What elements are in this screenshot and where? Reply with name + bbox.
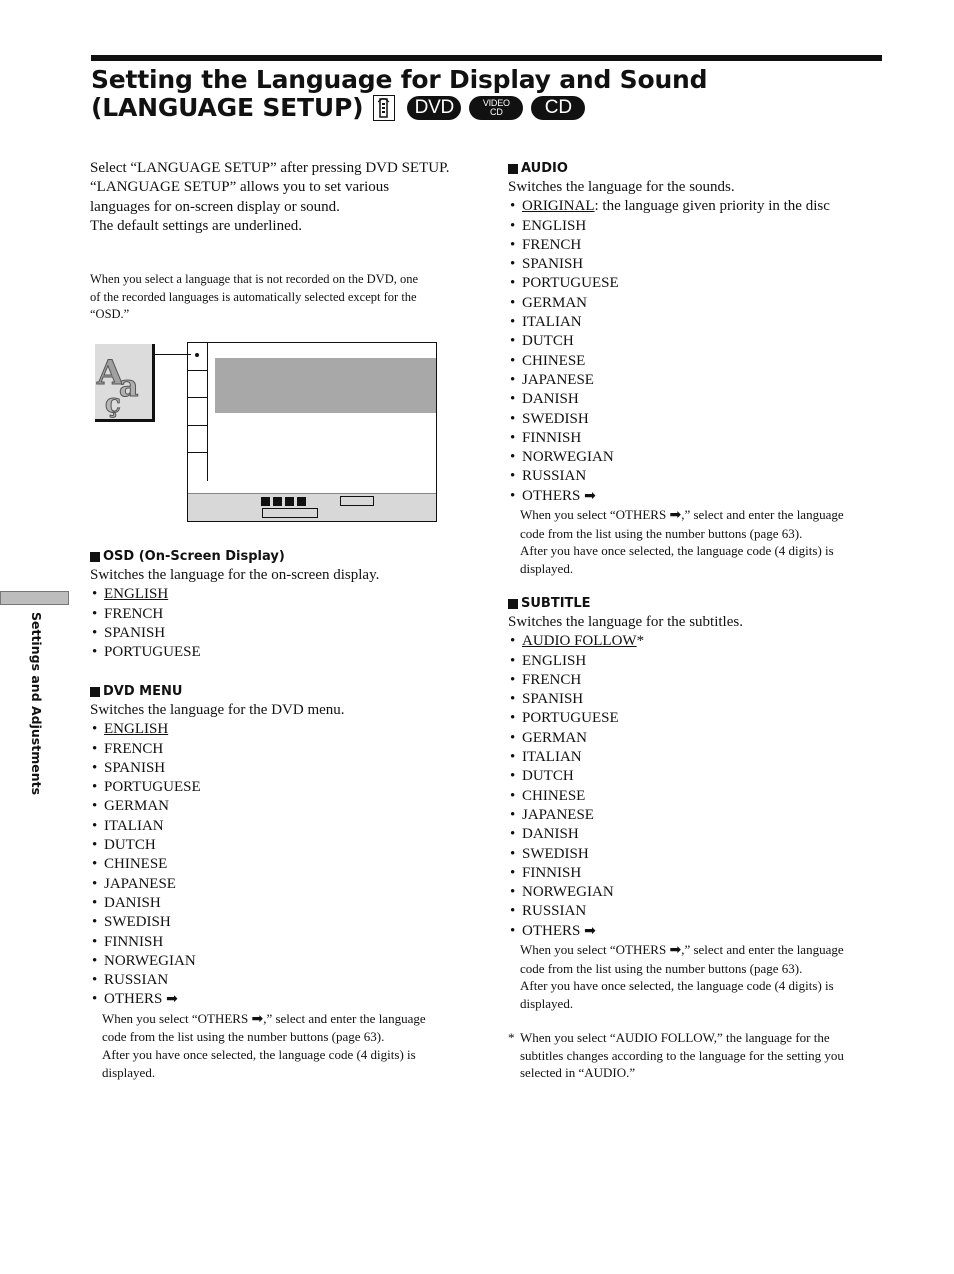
language-setup-icon	[95, 344, 155, 422]
section-description: Switches the language for the subtitles.	[508, 614, 743, 630]
list-item: • PORTUGUESE	[90, 643, 470, 662]
right-arrow-icon: ➡	[584, 487, 596, 504]
setup-tab	[188, 371, 207, 399]
list-item: • ENGLISH	[508, 652, 888, 671]
title-line-1: Setting the Language for Display and Sound	[91, 65, 708, 94]
list-item: • SWEDISH	[508, 410, 888, 429]
list-item: • RUSSIAN	[508, 467, 888, 486]
left-arrow-icon	[261, 497, 270, 506]
list-item: • RUSSIAN	[90, 971, 470, 990]
setup-tabs	[188, 343, 208, 481]
svg-text:ç: ç	[105, 389, 121, 419]
list-item: • SPANISH	[90, 759, 470, 778]
list-item: • JAPANESE	[508, 806, 888, 825]
list-item: • GERMAN	[508, 729, 888, 748]
list-item: • OTHERS ➡	[90, 990, 470, 1009]
remote-icon	[373, 95, 395, 121]
list-item: • ITALIAN	[508, 748, 888, 767]
section-heading: DVD MENU	[103, 684, 183, 699]
list-item: • FRENCH	[508, 236, 888, 255]
down-arrow-icon	[285, 497, 294, 506]
list-item: • FINNISH	[90, 933, 470, 952]
setup-tab	[188, 426, 207, 454]
subtitle-section	[508, 594, 888, 1013]
list-item: • FRENCH	[90, 740, 470, 759]
others-note: When you select “OTHERS ➡,” select and enter the language code from the list using the number buttons (page 63). After you have once selected, the language code (4 digits) is displayed.	[520, 942, 844, 1012]
section-tab-marker	[0, 591, 69, 605]
list-item: • CHINESE	[508, 352, 888, 371]
screen-button	[262, 508, 318, 518]
title-line-2: (LANGUAGE SETUP)	[91, 93, 364, 122]
list-item: • SPANISH	[90, 624, 470, 643]
square-bullet-icon	[90, 687, 100, 697]
list-item: • FRENCH	[90, 605, 470, 624]
list-item: • ITALIAN	[90, 817, 470, 836]
footnote: * When you select “AUDIO FOLLOW,” the language for the subtitles changes according to the language for the setting you selected in “AUDIO.”	[508, 1030, 844, 1081]
right-arrow-icon: ➡	[166, 991, 178, 1008]
list-item: • CHINESE	[90, 855, 470, 874]
setup-tab	[188, 398, 207, 426]
list-item: • ORIGINAL: the language given priority in the disc	[508, 197, 888, 216]
list-item: • ENGLISH	[90, 720, 470, 739]
highlighted-menu-area	[215, 358, 436, 413]
note-line: of the recorded languages is automatically selected except for the	[90, 289, 417, 304]
format-badges	[373, 95, 585, 121]
section-heading: AUDIO	[521, 161, 568, 176]
others-note: When you select “OTHERS ➡,” select and enter the language code from the list using the number buttons (page 63). After you have once selected, the language code (4 digits) is displayed.	[520, 507, 844, 577]
intro-line: The default settings are underlined.	[90, 217, 303, 234]
video-cd-badge-bottom: CD	[490, 107, 503, 117]
list-item: • NORWEGIAN	[508, 448, 888, 467]
screen-button	[340, 496, 374, 506]
list-item: • ITALIAN	[508, 313, 888, 332]
section-heading: SUBTITLE	[521, 596, 591, 611]
list-item: • AUDIO FOLLOW*	[508, 632, 888, 651]
right-arrow-icon: ➡	[669, 507, 682, 524]
square-bullet-icon	[90, 552, 100, 562]
video-cd-badge	[469, 96, 523, 120]
setup-tab	[188, 343, 207, 371]
osd-section	[90, 547, 470, 662]
top-rule	[91, 55, 882, 61]
list-item: • DANISH	[508, 825, 888, 844]
list-item: • DUTCH	[90, 836, 470, 855]
svg-text:A: A	[97, 353, 124, 393]
list-item: • JAPANESE	[90, 875, 470, 894]
section-description: Switches the language for the sounds.	[508, 179, 735, 195]
section-heading: OSD (On-Screen Display)	[103, 549, 285, 564]
option-list	[90, 720, 470, 1009]
list-item: • FINNISH	[508, 864, 888, 883]
screen-guide-bar	[188, 493, 436, 521]
setup-screen	[187, 342, 437, 522]
side-section-label: Settings and Adjustments	[29, 612, 44, 796]
list-item: • NORWEGIAN	[508, 883, 888, 902]
list-item: • FINNISH	[508, 429, 888, 448]
list-item: • ENGLISH	[508, 217, 888, 236]
list-item: • SWEDISH	[90, 913, 470, 932]
list-item: • DUTCH	[508, 332, 888, 351]
list-item: • GERMAN	[90, 797, 470, 816]
list-item: • OTHERS ➡	[508, 487, 888, 506]
page-title	[91, 66, 891, 122]
list-item: • DANISH	[508, 390, 888, 409]
language-note	[90, 271, 470, 324]
intro	[90, 159, 470, 236]
right-arrow-icon: ➡	[251, 1010, 264, 1027]
square-bullet-icon	[508, 164, 518, 174]
list-item: • FRENCH	[508, 671, 888, 690]
right-arrow-icon	[297, 497, 306, 506]
others-note: When you select “OTHERS ➡,” select and enter the language code from the list using the number buttons (page 63). After you have once selected, the language code (4 digits) is displayed.	[102, 1010, 426, 1080]
list-item: • DANISH	[90, 894, 470, 913]
note-line: When you select a language that is not recorded on the DVD, one	[90, 272, 419, 286]
note-line: “OSD.”	[90, 307, 130, 321]
intro-line: “LANGUAGE SETUP” allows you to set various	[90, 179, 390, 196]
right-arrow-icon: ➡	[584, 922, 596, 939]
list-item: • DUTCH	[508, 767, 888, 786]
intro-line: Select “LANGUAGE SETUP” after pressing DVD SETUP.	[90, 160, 450, 176]
section-description: Switches the language for the on-screen display.	[90, 567, 380, 583]
cd-badge: CD	[531, 96, 585, 120]
option-list	[508, 197, 888, 506]
option-list	[508, 632, 888, 941]
list-item: • PORTUGUESE	[508, 709, 888, 728]
list-item: • ENGLISH	[90, 585, 470, 604]
up-arrow-icon	[273, 497, 282, 506]
audio-section	[508, 159, 888, 578]
list-item: • SWEDISH	[508, 845, 888, 864]
option-list	[90, 585, 470, 662]
language-setup-screen-diagram	[95, 342, 440, 524]
pointer-line	[155, 354, 191, 355]
dvd-menu-section	[90, 682, 470, 1082]
square-bullet-icon	[508, 599, 518, 609]
list-item: • NORWEGIAN	[90, 952, 470, 971]
list-item: • CHINESE	[508, 787, 888, 806]
list-item: • OTHERS ➡	[508, 922, 888, 941]
list-item: • JAPANESE	[508, 371, 888, 390]
svg-text:a: a	[119, 369, 139, 404]
dvd-badge: DVD	[407, 96, 461, 120]
list-item: • GERMAN	[508, 294, 888, 313]
list-item: • PORTUGUESE	[508, 274, 888, 293]
setup-tab	[188, 453, 207, 481]
list-item: • SPANISH	[508, 255, 888, 274]
right-arrow-icon: ➡	[669, 942, 682, 959]
intro-line: languages for on-screen display or sound.	[90, 198, 340, 215]
video-cd-badge-top: VIDEO	[482, 98, 510, 108]
list-item: • PORTUGUESE	[90, 778, 470, 797]
list-item: • RUSSIAN	[508, 902, 888, 921]
section-description: Switches the language for the DVD menu.	[90, 702, 345, 718]
list-item: • SPANISH	[508, 690, 888, 709]
footnote-mark: *	[508, 1030, 515, 1045]
